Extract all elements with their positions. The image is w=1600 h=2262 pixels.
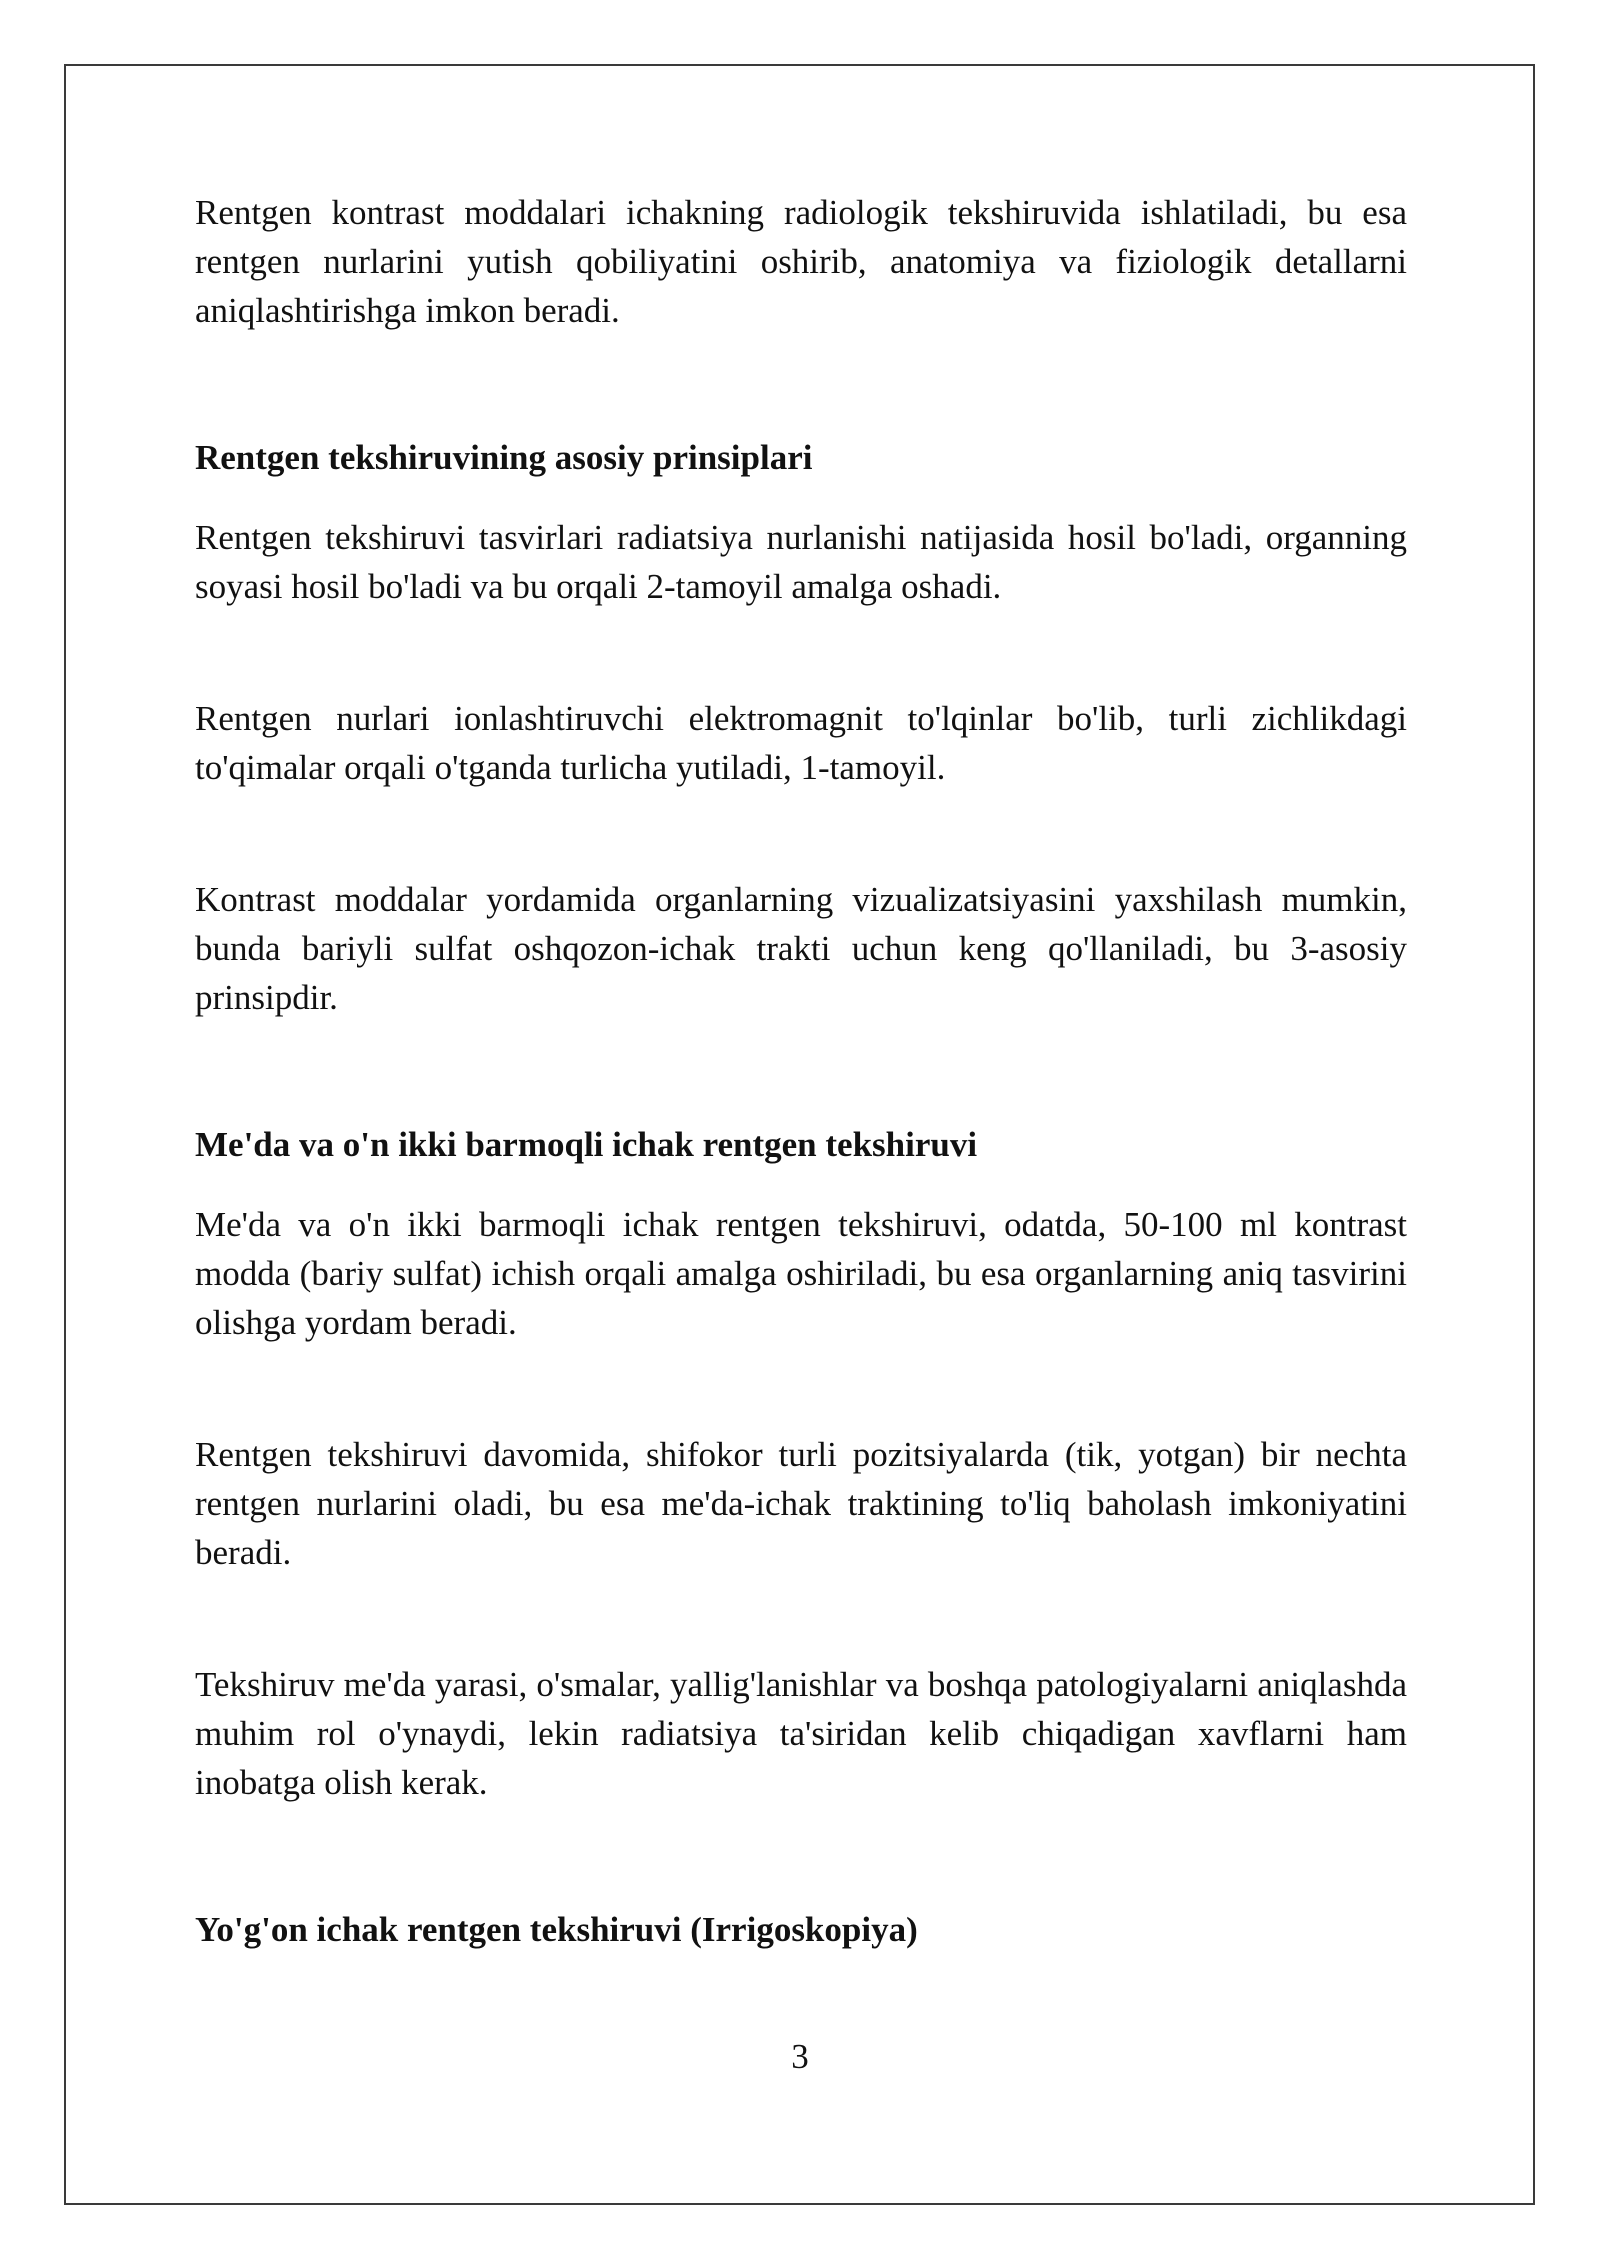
paragraph-principle-1: Rentgen nurlari ionlashtiruvchi elektromagnit to'lqinlar bo'lib, turli zichlikdagi to'qimalar orqali o'tganda turlicha yutiladi, 1-tamoyil. xyxy=(195,699,1407,787)
section-heading-stomach: Me'da va o'n ikki barmoqli ichak rentgen tekshiruvi xyxy=(195,1125,978,1164)
page-number: 3 xyxy=(791,2037,809,2076)
paragraph-principle-2: Rentgen tekshiruvi tasvirlari radiatsiya nurlanishi natijasida hosil bo'ladi, organning soyasi hosil bo'ladi va bu orqali 2-tamoyil amalga oshadi. xyxy=(195,518,1407,606)
paragraph-principle-3: Kontrast moddalar yordamida organlarning vizualizatsiyasini yaxshilash mumkin, bunda bariyli sulfat oshqozon-ichak trakti uchun keng qo'llaniladi, bu 3-asosiy prinsipdir. xyxy=(195,880,1407,1017)
intro-paragraph: Rentgen kontrast moddalari ichakning radiologik tekshiruvida ishlatiladi, bu esa rentgen nurlarini yutish qobiliyatini oshirib, anatomiya va fiziologik detallarni aniqlashtirishga imkon beradi. xyxy=(195,193,1407,330)
section-heading-irrigoscopy: Yo'g'on ichak rentgen tekshiruvi (Irrigoskopiya) xyxy=(195,1910,918,1949)
paragraph-stomach-1: Me'da va o'n ikki barmoqli ichak rentgen tekshiruvi, odatda, 50-100 ml kontrast modda (bariy sulfat) ichish orqali amalga oshiriladi, bu esa organlarning aniq tasvirini olishga yordam beradi. xyxy=(195,1205,1407,1342)
paragraph-stomach-3: Tekshiruv me'da yarasi, o'smalar, yallig'lanishlar va boshqa patologiyalarni aniqlashda muhim rol o'ynaydi, lekin radiatsiya ta'siridan kelib chiqadigan xavflarni ham inobatga olish kerak. xyxy=(195,1665,1407,1802)
paragraph-stomach-2: Rentgen tekshiruvi davomida, shifokor turli pozitsiyalarda (tik, yotgan) bir nechta rentgen nurlarini oladi, bu esa me'da-ichak traktining to'liq baholash imkoniyatini beradi. xyxy=(195,1435,1407,1572)
document-body xyxy=(195,188,1407,1954)
section-heading-principles: Rentgen tekshiruvining asosiy prinsiplari xyxy=(195,438,813,477)
